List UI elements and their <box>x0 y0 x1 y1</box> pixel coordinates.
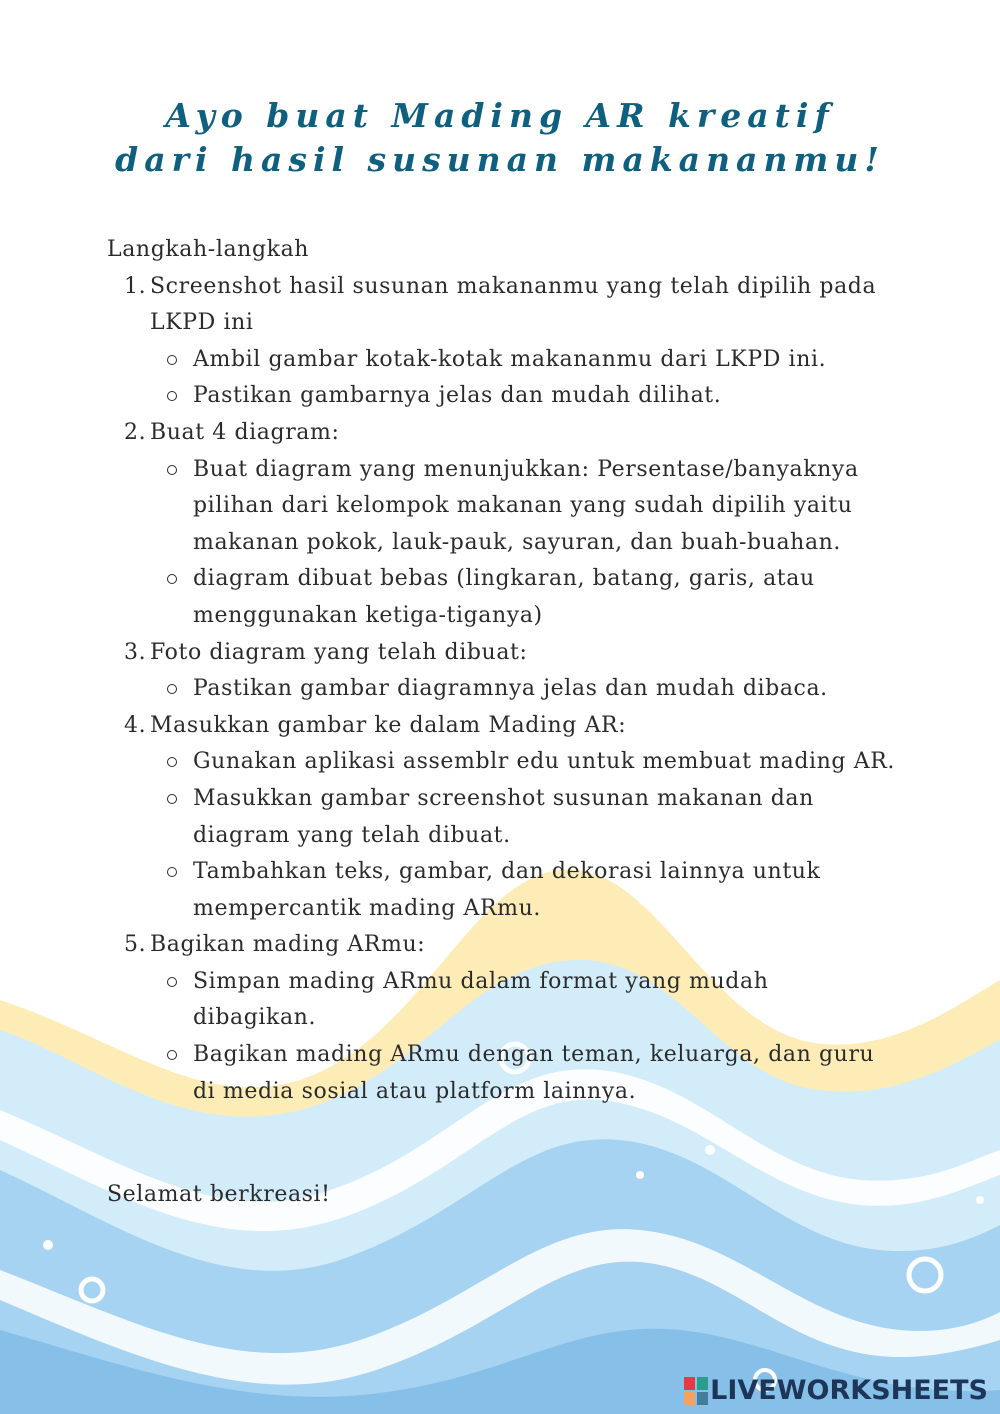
step-number: 2. <box>124 419 147 445</box>
step-number: 5. <box>124 932 147 958</box>
step-5 <box>107 927 897 1110</box>
step-4 <box>107 708 897 928</box>
sub-item: Ambil gambar kotak-kotak makananmu dari LKPD ini. <box>150 342 897 379</box>
step-1 <box>107 269 897 415</box>
sub-list <box>150 744 897 927</box>
sub-item: Gunakan aplikasi assemblr edu untuk membuat mading AR. <box>150 744 897 781</box>
sub-item: Bagikan mading ARmu dengan teman, keluarga, dan guru di media sosial atau platform lainnya. <box>150 1037 897 1110</box>
sub-item: Pastikan gambarnya jelas dan mudah dilihat. <box>150 378 897 415</box>
liveworksheets-logo-icon <box>684 1377 708 1405</box>
sub-list <box>150 671 897 708</box>
step-2 <box>107 415 897 635</box>
step-text: Buat 4 diagram: <box>150 419 340 445</box>
steps-list <box>107 269 897 1111</box>
title-line-1: Ayo buat Mading AR kreatif <box>165 96 835 135</box>
step-text: Foto diagram yang telah dibuat: <box>150 639 528 665</box>
logo-text: LIVEWORKSHEETS <box>710 1375 988 1406</box>
sub-list <box>150 964 897 1110</box>
step-text: Bagikan mading ARmu: <box>150 932 426 958</box>
instructions <box>107 232 897 1110</box>
bubble <box>976 1196 984 1204</box>
closing-text: Selamat berkreasi! <box>107 1182 331 1207</box>
sub-item: Tambahkan teks, gambar, dan dekorasi lainnya untuk mempercantik mading ARmu. <box>150 854 897 927</box>
sub-item: Masukkan gambar screenshot susunan makanan dan diagram yang telah dibuat. <box>150 781 897 854</box>
sub-item: diagram dibuat bebas (lingkaran, batang, garis, atau menggunakan ketiga-tiganya) <box>150 561 897 634</box>
steps-heading: Langkah-langkah <box>107 237 310 262</box>
bubble <box>705 1145 715 1155</box>
sub-list <box>150 452 897 635</box>
bubble <box>43 1240 53 1250</box>
step-number: 1. <box>124 273 147 299</box>
sub-item: Simpan mading ARmu dalam format yang mudah dibagikan. <box>150 964 897 1037</box>
sub-item: Pastikan gambar diagramnya jelas dan mudah dibaca. <box>150 671 897 708</box>
liveworksheets-logo[interactable] <box>684 1375 988 1406</box>
step-text: Masukkan gambar ke dalam Mading AR: <box>150 712 627 738</box>
sub-item: Buat diagram yang menunjukkan: Persentase/banyaknya pilihan dari kelompok makanan yang sudah dipilih yaitu makanan pokok, lauk-pauk, sayuran, dan buah-buahan. <box>150 452 897 562</box>
sub-list <box>150 342 897 415</box>
title-line-2: dari hasil susunan makananmu! <box>115 140 885 179</box>
step-3 <box>107 635 897 708</box>
step-number: 4. <box>124 712 147 738</box>
page-title <box>0 94 1000 182</box>
bubble <box>636 1171 644 1179</box>
step-number: 3. <box>124 639 147 665</box>
step-text: Screenshot hasil susunan makananmu yang telah dipilih pada LKPD ini <box>150 273 877 336</box>
